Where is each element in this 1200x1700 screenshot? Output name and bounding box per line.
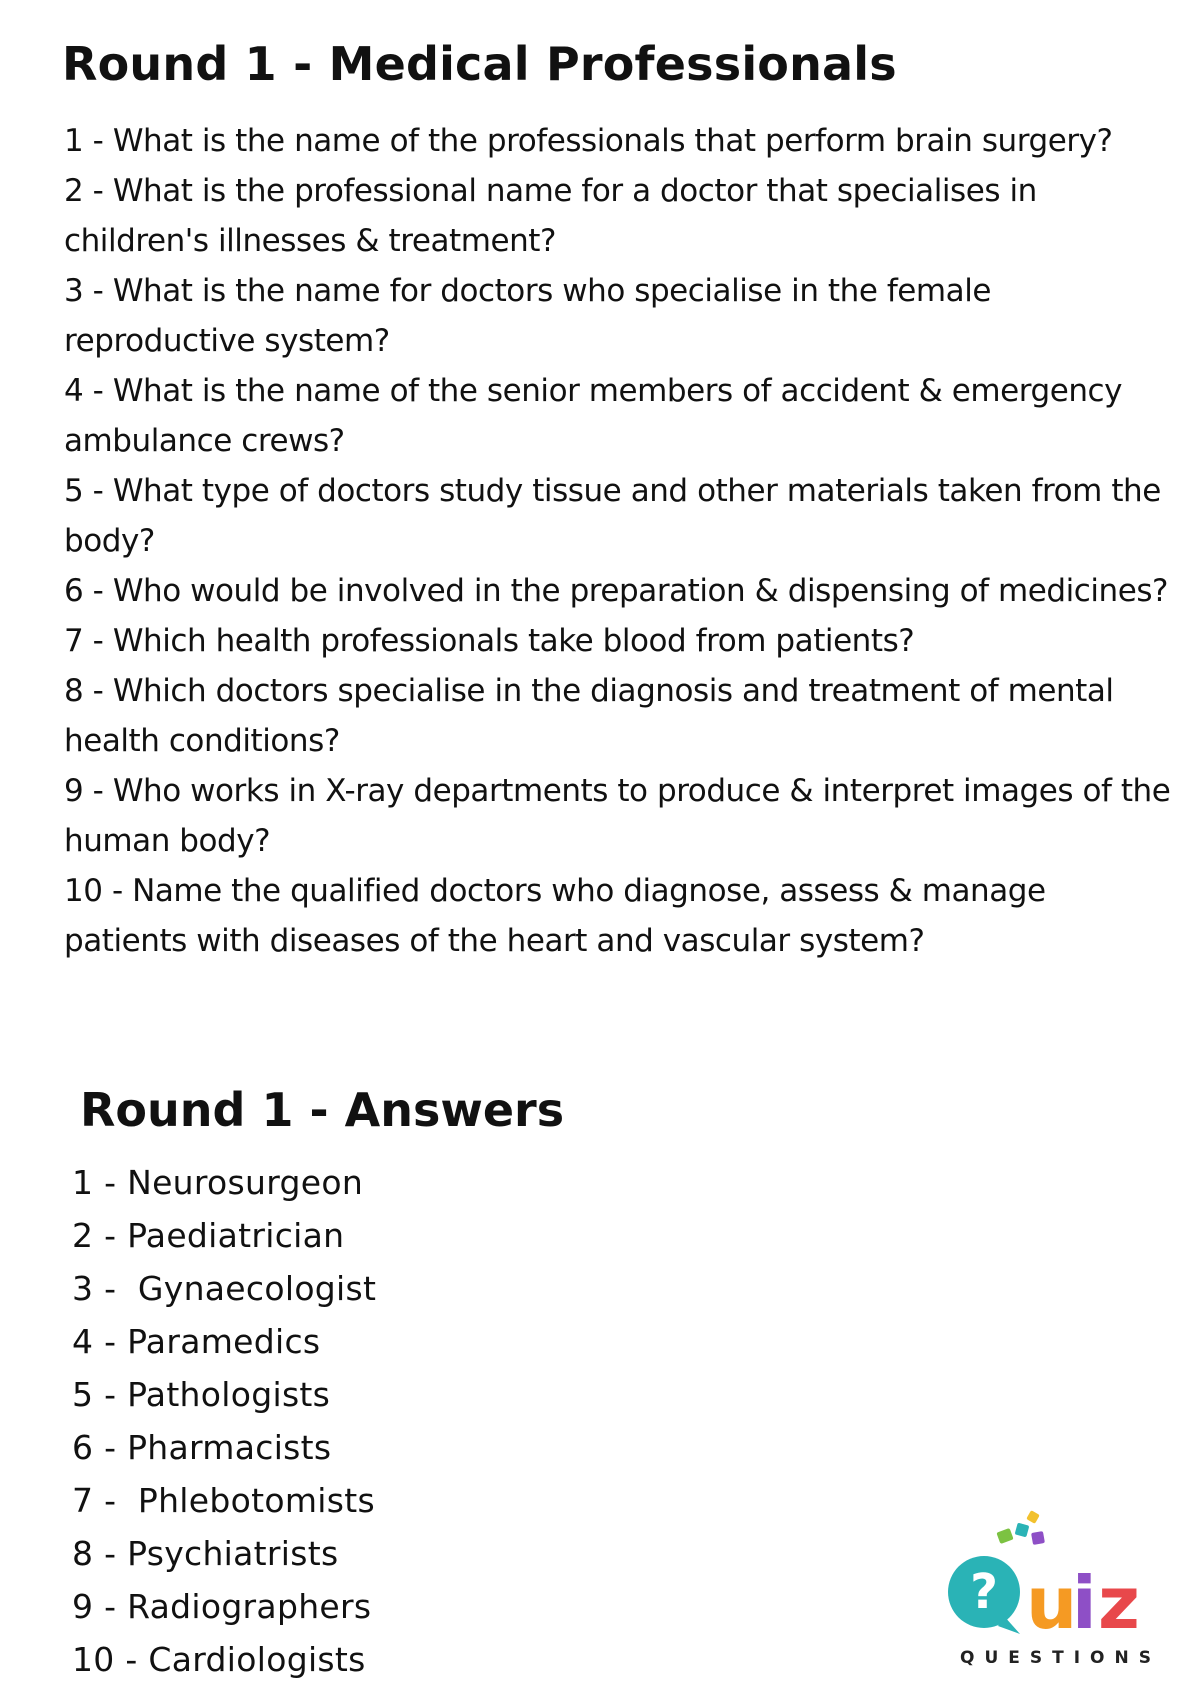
question-item: 3 - What is the name for doctors who specialise in the female reproductive system? bbox=[64, 273, 992, 359]
answers-title: Round 1 - Answers bbox=[80, 1083, 565, 1137]
answer-item: 8 - Psychiatrists bbox=[72, 1534, 339, 1573]
svg-text:u: u bbox=[1026, 1561, 1078, 1642]
svg-text:?: ? bbox=[970, 1564, 998, 1620]
answer-item: 6 - Pharmacists bbox=[72, 1428, 332, 1467]
question-list bbox=[64, 116, 1174, 966]
answer-item: 7 - Phlebotomists bbox=[72, 1481, 375, 1520]
question-item: 7 - Which health professionals take blood from patients? bbox=[64, 623, 915, 659]
logo-subtitle: QUESTIONS bbox=[960, 1648, 1161, 1668]
answer-item: 3 - Gynaecologist bbox=[72, 1269, 377, 1308]
question-item: 2 - What is the professional name for a doctor that specialises in children's illnesses & treatment? bbox=[64, 173, 1037, 259]
answer-item: 4 - Paramedics bbox=[72, 1322, 321, 1361]
question-item: 5 - What type of doctors study tissue and other materials taken from the body? bbox=[64, 473, 1161, 559]
answer-item: 1 - Neurosurgeon bbox=[72, 1163, 364, 1202]
round-title: Round 1 - Medical Professionals bbox=[62, 37, 897, 91]
question-item: 10 - Name the qualified doctors who diagnose, assess & manage patients with diseases of the heart and vascular system? bbox=[64, 873, 1046, 959]
answer-item: 10 - Cardiologists bbox=[72, 1640, 366, 1679]
question-item: 8 - Which doctors specialise in the diagnosis and treatment of mental health conditions? bbox=[64, 673, 1114, 759]
question-item: 6 - Who would be involved in the preparation & dispensing of medicines? bbox=[64, 573, 1169, 609]
logo-wordmark bbox=[946, 1542, 1172, 1642]
answer-item: 2 - Paediatrician bbox=[72, 1216, 345, 1255]
quiz-questions-logo bbox=[946, 1502, 1172, 1670]
question-item: 4 - What is the name of the senior members of accident & emergency ambulance crews? bbox=[64, 373, 1123, 459]
svg-text:z: z bbox=[1098, 1561, 1140, 1642]
answer-list bbox=[72, 1156, 376, 1686]
svg-text:i: i bbox=[1072, 1561, 1097, 1642]
question-item: 9 - Who works in X-ray departments to produce & interpret images of the human body? bbox=[64, 773, 1171, 859]
answer-item: 5 - Pathologists bbox=[72, 1375, 331, 1414]
answer-item: 9 - Radiographers bbox=[72, 1587, 372, 1626]
question-item: 1 - What is the name of the professionals that perform brain surgery? bbox=[64, 123, 1113, 159]
